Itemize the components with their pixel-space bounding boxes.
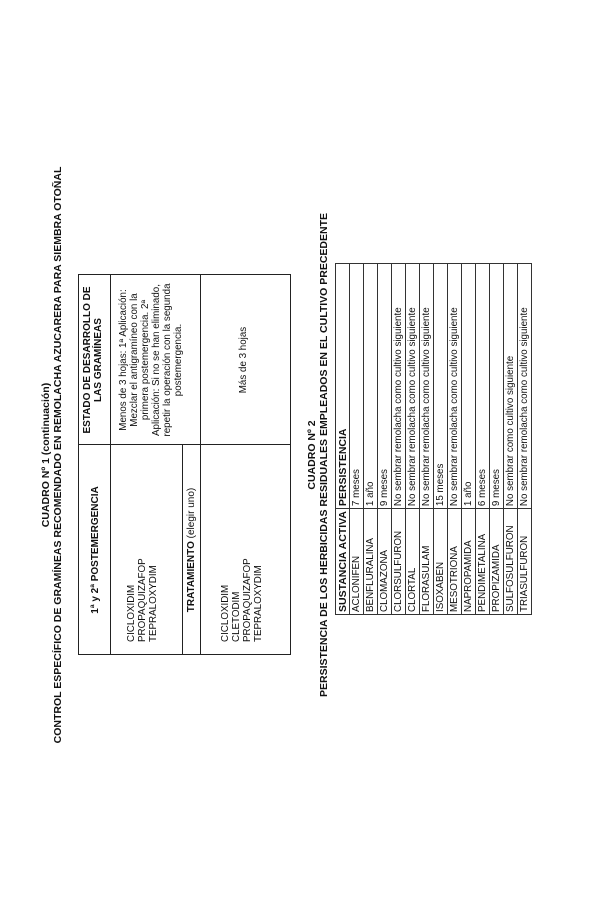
persistencia-cell: 6 meses [476, 264, 490, 509]
cuadro2-title: CUADRO Nº 2 [306, 420, 318, 490]
sustancia-cell: MESOTRIONA [448, 509, 462, 615]
sustancia-cell: ACLONIFEN [350, 509, 364, 615]
persistencia-cell: No sembrar remolacha como cultivo siguiente [406, 264, 420, 509]
sustancia-cell: CLORSULFURON [392, 509, 406, 615]
persistencia-cell: 9 meses [490, 264, 504, 509]
table-row [490, 264, 504, 615]
sustancia-cell: NAPROPAMIDA [462, 509, 476, 615]
sustancia-cell: TRIASULFURON [518, 509, 532, 615]
persistencia-cell: No sembrar como cultivo siguiente [504, 264, 518, 509]
table-row [392, 264, 406, 615]
table-row [378, 264, 392, 615]
cuadro2-table [335, 263, 532, 615]
header-persistencia: PERSISTENCIA [336, 264, 350, 509]
cuadro1-header-post: 1ª y 2ª POSTEMERGENCIA [90, 486, 101, 614]
persistencia-cell: 1 año [364, 264, 378, 509]
cuadro1-row2-stage: Más de 3 hojas [238, 326, 249, 394]
sustancia-cell: SULFOSULFURON [504, 509, 518, 615]
sustancia-cell: ISOXABEN [434, 509, 448, 615]
table-row [364, 264, 378, 615]
sustancia-cell: PROPIZAMIDA [490, 509, 504, 615]
table-header-row [336, 264, 350, 615]
table-row [406, 264, 420, 615]
persistencia-cell: No sembrar remolacha como cultivo siguiente [392, 264, 406, 509]
persistencia-cell: No sembrar remolacha como cultivo siguiente [420, 264, 434, 509]
table-row [434, 264, 448, 615]
sustancia-cell: CLORTAL [406, 509, 420, 615]
table-row [476, 264, 490, 615]
cuadro1-row2-products: CICLOXIDIM CLETODIM PROPAQUIZAFOP TEPRALOXYDIM [220, 558, 264, 642]
table-row [462, 264, 476, 615]
cuadro1-title: CUADRO Nº 1 (continuación) [40, 382, 52, 528]
persistencia-cell: No sembrar remolacha como cultivo siguiente [518, 264, 532, 509]
table-row [420, 264, 434, 615]
sustancia-cell: BENFLURALINA [364, 509, 378, 615]
cuadro2-body [350, 264, 532, 615]
persistencia-cell: 1 año [462, 264, 476, 509]
table-row [350, 264, 364, 615]
header-sustancia: SUSTANCIA ACTIVA [336, 509, 350, 615]
cuadro1-tratamiento: TRATAMIENTO (elegir uno) [186, 487, 197, 613]
sustancia-cell: CLOMAZONA [378, 509, 392, 615]
persistencia-cell: 7 meses [350, 264, 364, 509]
cuadro2-subtitle: PERSISTENCIA DE LOS HERBICIDAS RESIDUALES EMPLEADOS EN EL CULTIVO PRECEDENTE [318, 212, 330, 698]
table-row [504, 264, 518, 615]
persistencia-cell: 9 meses [378, 264, 392, 509]
table-row [448, 264, 462, 615]
cuadro1-header-stage: ESTADO DE DESARROLLO DE LAS GRAMÍNEAS [82, 286, 104, 434]
sustancia-cell: PENDIMETALINA [476, 509, 490, 615]
persistencia-cell: 15 meses [434, 264, 448, 509]
table-row [518, 264, 532, 615]
cuadro1-row1-stage: Menos de 3 hojas: 1ª Aplicación: Mezclar el antigramíneo con la primera postemergencia. 2ª Aplicación: Si no se han eliminado, repetir la operación con la segunda postemergencia. [118, 283, 184, 437]
persistencia-cell: No sembrar remolacha como cultivo siguiente [448, 264, 462, 509]
cuadro1-subtitle: CONTROL ESPECÍFICO DE GRAMÍNEAS RECOMENDADO EN REMOLACHA AZUCARERA PARA SIEMBRA OTOÑAL [52, 166, 64, 744]
sustancia-cell: FLORASULAM [420, 509, 434, 615]
cuadro1-row1-products: CICLOXIDIM PROPAQUIZAFOP TEPRALOXYDIM [126, 558, 159, 642]
